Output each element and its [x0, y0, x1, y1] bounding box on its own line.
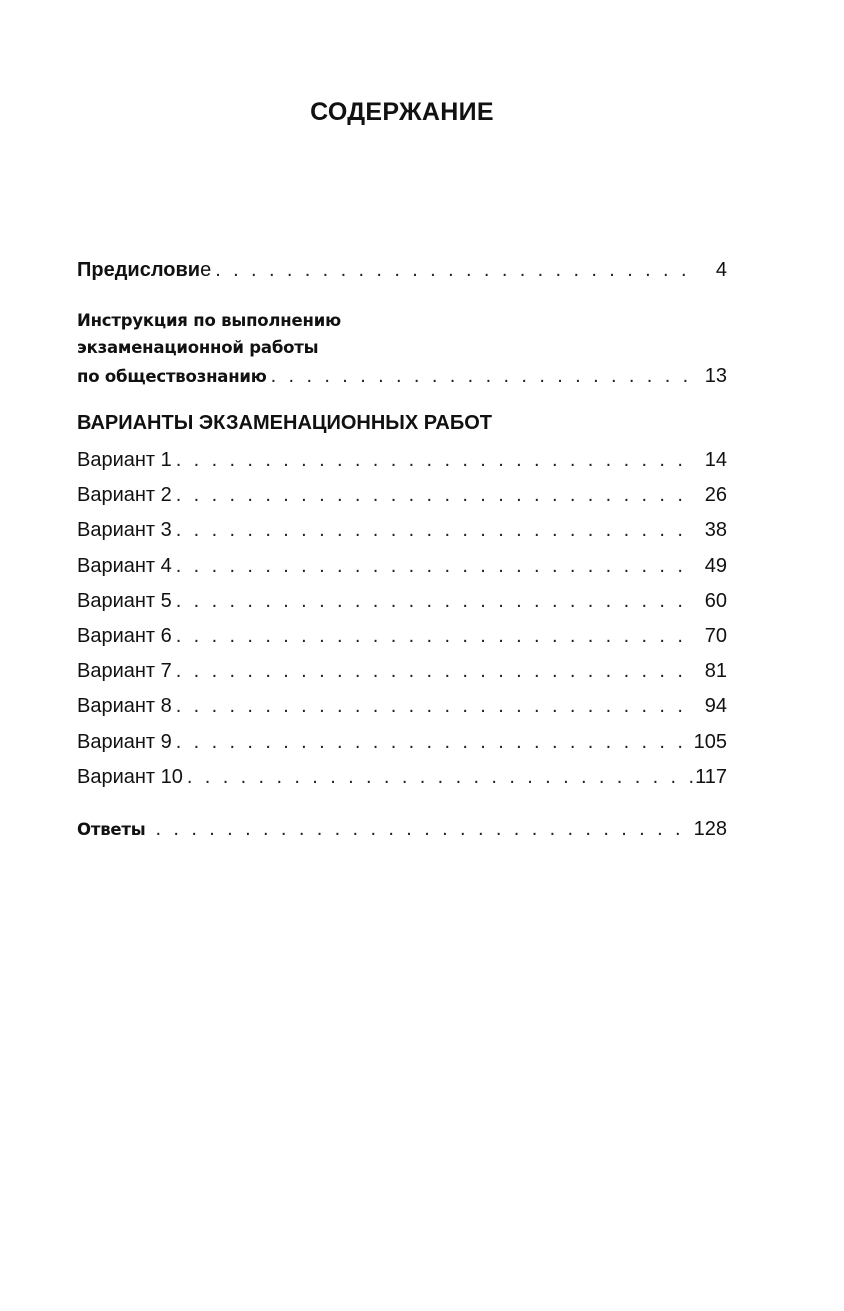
- toc-page-number: 117: [695, 765, 727, 788]
- toc-page-number: 49: [704, 554, 727, 577]
- toc-entry-instruction[interactable]: [77, 307, 727, 392]
- toc-entry-label: Вариант 6: [77, 625, 172, 648]
- instruction-line-2: экзаменационной работы: [77, 338, 319, 357]
- toc-entry-variant-4[interactable]: [77, 549, 727, 584]
- dot-leader: [271, 361, 697, 391]
- toc-entry-variant-3[interactable]: [77, 513, 727, 548]
- toc-entry-variant-6[interactable]: [77, 619, 727, 654]
- toc-entry-label: Вариант 10: [77, 765, 183, 788]
- dot-leader: [176, 478, 697, 513]
- toc-entry-variant-2[interactable]: [77, 478, 727, 513]
- dot-leader: [176, 513, 697, 548]
- toc-page-number: 128: [693, 818, 727, 840]
- toc-entry-variant-1[interactable]: [77, 443, 727, 478]
- page-title: СОДЕРЖАНИЕ: [310, 98, 494, 126]
- toc-entry-label: Вариант 2: [77, 484, 172, 507]
- variants-list: [77, 443, 727, 795]
- section-heading: ВАРИАНТЫ ЭКЗАМЕНАЦИОННЫХ РАБОТ: [77, 412, 492, 434]
- dot-leader: [176, 584, 697, 619]
- dot-leader: [176, 725, 694, 760]
- toc-page-number: 70: [704, 625, 727, 648]
- toc-page-number: 60: [704, 589, 727, 612]
- toc-entry-label: Ответы: [77, 820, 146, 839]
- toc-entry-label: Вариант 5: [77, 589, 172, 612]
- instruction-line-1: Инструкция по выполнению: [77, 311, 341, 330]
- dot-leader: [215, 253, 697, 288]
- toc-entry-preface[interactable]: [77, 253, 727, 288]
- toc-entry-answers[interactable]: [77, 812, 727, 847]
- dot-leader: [176, 443, 697, 478]
- toc-page-number: 26: [704, 484, 727, 507]
- toc-entry-variant-7[interactable]: [77, 654, 727, 689]
- toc-entry-variant-8[interactable]: [77, 689, 727, 724]
- toc-entry-label: Вариант 7: [77, 660, 172, 683]
- toc-page-number: 105: [693, 730, 727, 753]
- toc-page-number: 94: [704, 695, 727, 718]
- toc-entry-label: Вариант 1: [77, 449, 172, 471]
- toc-entry-variant-10[interactable]: [77, 760, 727, 795]
- preface-label-tail: е: [200, 259, 212, 281]
- toc-entry-label: Вариант 3: [77, 519, 172, 542]
- instruction-line-3: по обществознанию: [77, 367, 267, 386]
- toc-entry-label: Вариант 9: [77, 730, 172, 753]
- toc-entry-variant-5[interactable]: [77, 584, 727, 619]
- toc-page-number: 38: [704, 519, 727, 542]
- dot-leader: [156, 812, 694, 847]
- dot-leader: [176, 549, 697, 584]
- toc-entry-label: [77, 253, 211, 288]
- dot-leader: [176, 654, 697, 689]
- dot-leader: [176, 689, 697, 724]
- toc-page-number: 81: [704, 660, 727, 683]
- toc-entry-label: Вариант 4: [77, 554, 172, 577]
- toc-page-number: 13: [704, 365, 727, 387]
- preface-label-bold: Предислови: [77, 259, 201, 281]
- toc-page-number: 4: [715, 259, 727, 281]
- toc-entry-label: Вариант 8: [77, 695, 172, 718]
- dot-leader: [176, 619, 697, 654]
- toc-entry-variant-9[interactable]: [77, 725, 727, 760]
- toc-page-number: 14: [704, 449, 727, 471]
- dot-leader: [187, 760, 695, 795]
